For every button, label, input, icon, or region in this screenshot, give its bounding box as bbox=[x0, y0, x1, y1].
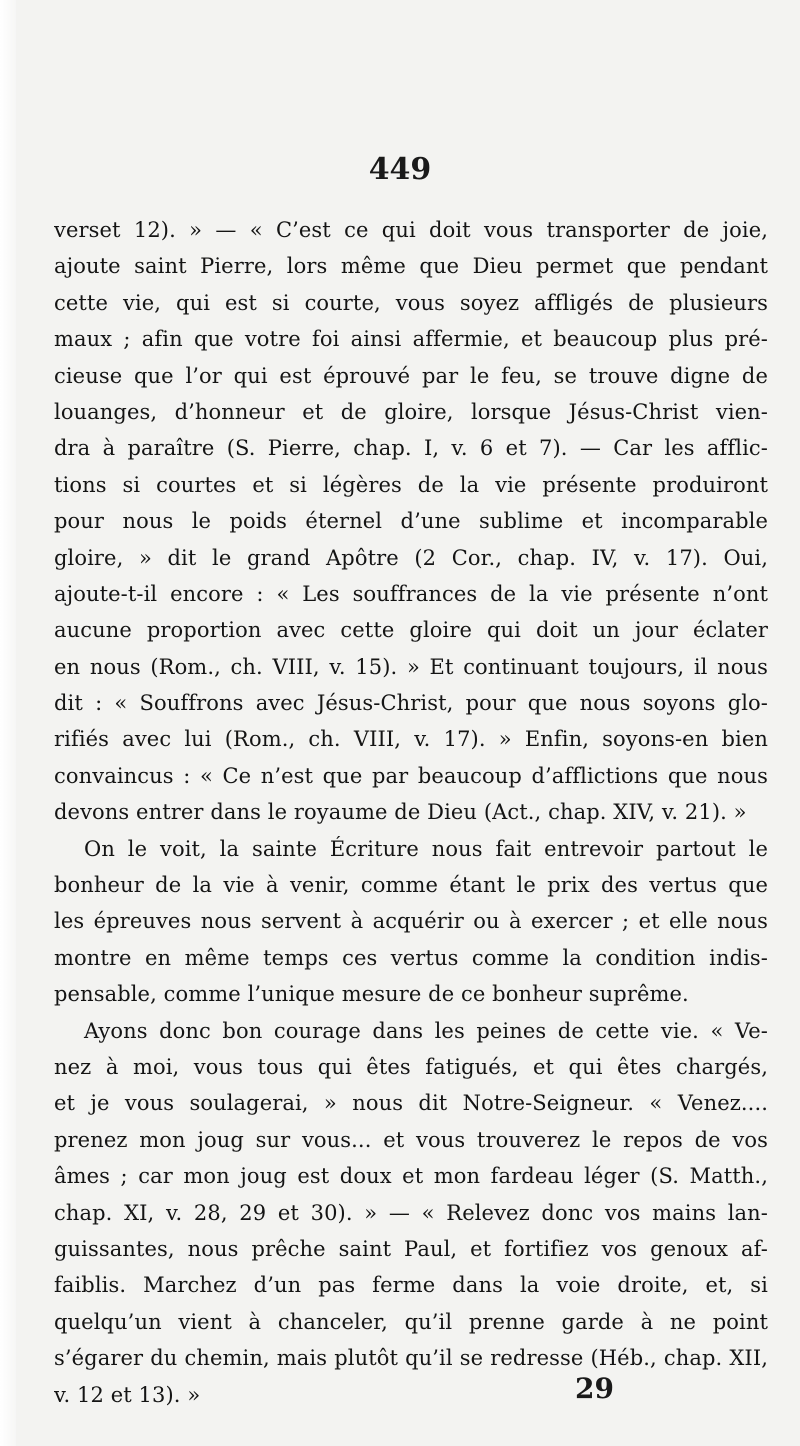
body-text bbox=[54, 212, 768, 1413]
text-line: guissantes, nous prêche saint Paul, et fortifiez vos genoux af- bbox=[54, 1236, 768, 1261]
text-line: s’égarer du chemin, mais plutôt qu’il se redresse (Héb., chap. XII, bbox=[54, 1346, 768, 1371]
text-line: On le voit, la sainte Écriture nous fait entrevoir partout le bbox=[84, 836, 768, 861]
text-line: verset 12). » — « C’est ce qui doit vous transporter de joie, bbox=[54, 218, 768, 242]
text-line: Ayons donc bon courage dans les peines de cette vie. « Ve- bbox=[84, 1018, 768, 1043]
text-line: pour nous le poids éternel d’une sublime et incomparable bbox=[54, 509, 768, 534]
text-line: ajoute saint Pierre, lors même que Dieu permet que pendant bbox=[54, 254, 768, 279]
text-line: chap. XI, v. 28, 29 et 30). » — « Relevez donc vos mains lan- bbox=[54, 1200, 768, 1225]
text-line: louanges, d’honneur et de gloire, lorsque Jésus-Christ vien- bbox=[54, 399, 768, 424]
page-edge-shadow bbox=[0, 0, 16, 1446]
text-line: devons entrer dans le royaume de Dieu (Act., chap. XIV, v. 21). » bbox=[54, 800, 747, 825]
text-line: faiblis. Marchez d’un pas ferme dans la voie droite, et, si bbox=[54, 1273, 768, 1298]
text-line: tions si courtes et si légères de la vie présente produiront bbox=[54, 472, 768, 497]
text-line: et je vous soulagerai, » nous dit Notre-Seigneur. « Venez.... bbox=[54, 1091, 768, 1116]
text-line: prenez mon joug sur vous... et vous trouverez le repos de vos bbox=[54, 1127, 768, 1152]
text-line: bonheur de la vie à venir, comme étant le prix des vertus que bbox=[54, 873, 768, 898]
text-line: rifiés avec lui (Rom., ch. VIII, v. 17). » Enfin, soyons-en bien bbox=[54, 727, 768, 752]
page-number: 449 bbox=[368, 152, 432, 187]
text-line: les épreuves nous servent à acquérir ou à exercer ; et elle nous bbox=[54, 909, 768, 934]
text-line: ajoute-t-il encore : « Les souffrances de la vie présente n’ont bbox=[54, 581, 768, 606]
text-line: gloire, » dit le grand Apôtre (2 Cor., chap. IV, v. 17). Oui, bbox=[54, 545, 768, 570]
text-line: v. 12 et 13). » bbox=[54, 1382, 201, 1407]
text-line: nez à moi, vous tous qui êtes fatigués, et qui êtes chargés, bbox=[54, 1054, 768, 1079]
text-line: aucune proportion avec cette gloire qui doit un jour éclater bbox=[54, 618, 768, 643]
text-line: maux ; afin que votre foi ainsi affermie, et beaucoup plus pré- bbox=[54, 327, 768, 352]
text-line: en nous (Rom., ch. VIII, v. 15). » Et continuant toujours, il nous bbox=[54, 654, 768, 679]
text-line: cieuse que l’or qui est éprouvé par le feu, se trouve digne de bbox=[54, 363, 768, 388]
text-line: quelqu’un vient à chanceler, qu’il prenne garde à ne point bbox=[54, 1309, 768, 1334]
text-line: cette vie, qui est si courte, vous soyez affligés de plusieurs bbox=[54, 290, 768, 315]
text-line: convaincus : « Ce n’est que par beaucoup d’afflictions que nous bbox=[54, 763, 768, 788]
text-line: âmes ; car mon joug est doux et mon fardeau léger (S. Matth., bbox=[54, 1164, 768, 1189]
text-line: dra à paraître (S. Pierre, chap. I, v. 6 et 7). — Car les afflic- bbox=[54, 436, 768, 461]
signature-mark: 29 bbox=[575, 1372, 614, 1405]
text-line: pensable, comme l’unique mesure de ce bonheur suprême. bbox=[54, 982, 689, 1007]
text-line: montre en même temps ces vertus comme la condition indis- bbox=[54, 945, 768, 970]
text-line: dit : « Souffrons avec Jésus-Christ, pour que nous soyons glo- bbox=[54, 691, 768, 716]
